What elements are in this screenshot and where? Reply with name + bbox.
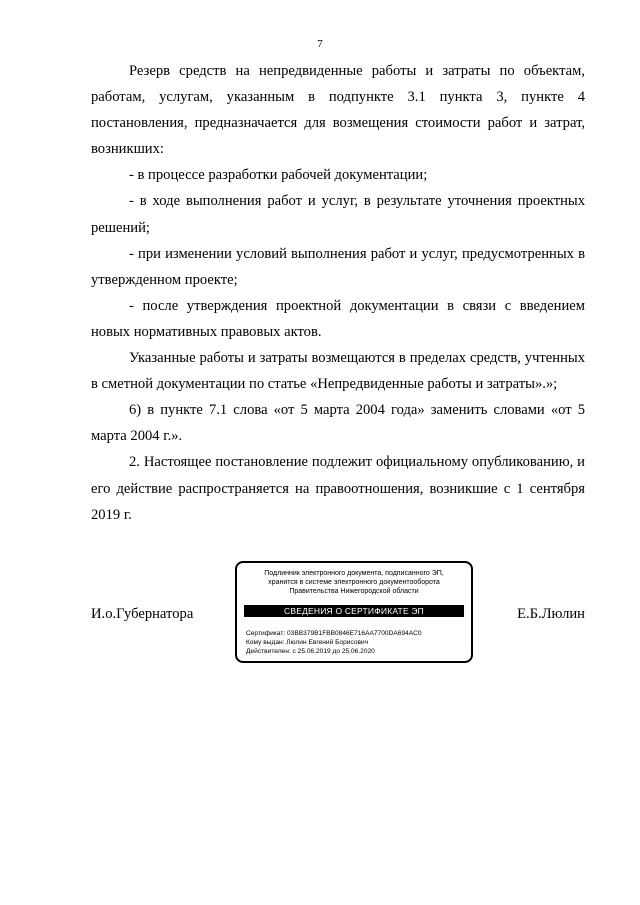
certificate-number: Сертификат: 03BB379B1FBB0846E716AA7700DA694AC0 — [246, 630, 422, 637]
list-item-works-execution: - в ходе выполнения работ и услуг, в результате уточнения проектных решений; — [91, 193, 585, 236]
page-number: 7 — [317, 38, 323, 50]
signature-row — [91, 561, 585, 665]
certificate-validity: Действителен: с 25.06.2019 до 25.06.2020 — [246, 648, 375, 655]
signer-title: И.о.Губернатора — [91, 606, 194, 622]
stamp-header — [245, 569, 463, 596]
paragraph-reimbursement: Указанные работы и затраты возмещаются в пределах средств, учтенных в сметной документации по статье «Непредвиденные работы и затраты».»; — [91, 350, 585, 393]
signer-name: Е.Б.Люлин — [517, 606, 585, 622]
document-body — [91, 58, 585, 528]
electronic-signature-stamp — [235, 561, 473, 663]
stamp-header-line: Правительства Нижегородской области — [289, 588, 419, 595]
list-item-working-docs: - в процессе разработки рабочей документации; — [129, 167, 428, 184]
certificate-owner: Кому выдан: Люлин Евгений Борисович — [246, 639, 369, 646]
list-item-new-acts: - после утверждения проектной документации в связи с введением новых нормативных правовых актов. — [91, 297, 585, 340]
stamp-header-line: хранится в системе электронного документооборота — [268, 579, 440, 586]
list-item-conditions-change: - при изменении условий выполнения работ и услуг, предусмотренных в утвержденном проекте; — [91, 245, 585, 288]
paragraph-item-6: 6) в пункте 7.1 слова «от 5 марта 2004 года» заменить словами «от 5 марта 2004 г.». — [91, 402, 585, 445]
paragraph-reserve-purpose: Резерв средств на непредвиденные работы и затраты по объектам, работам, услугам, указанным в подпункте 3.1 пункта 3, пункте 4 постановления, предназначается для возмещения стоимости работ и затрат, возникших: — [91, 63, 585, 158]
stamp-title-bar: СВЕДЕНИЯ О СЕРТИФИКАТЕ ЭП — [244, 605, 464, 617]
stamp-header-line: Подлинник электронного документа, подписанного ЭП, — [264, 570, 444, 577]
paragraph-item-2-publication: 2. Настоящее постановление подлежит официальному опубликованию, и его действие распространяется на правоотношения, возникшие с 1 сентября 2019 г. — [91, 454, 585, 523]
stamp-details — [246, 629, 465, 656]
